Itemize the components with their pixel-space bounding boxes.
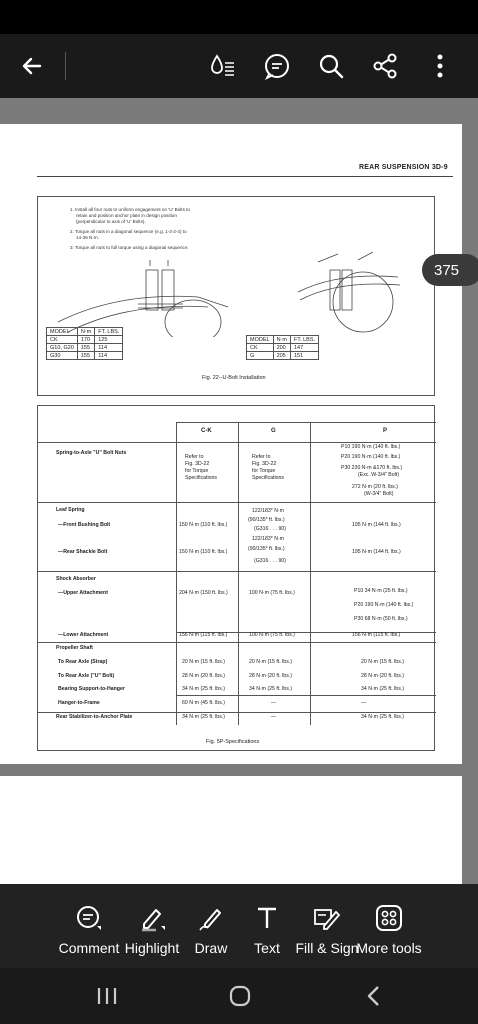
table-cell: G	[247, 352, 274, 360]
table-header: MODEL	[247, 336, 274, 344]
cell: Specifications	[185, 475, 218, 481]
rule	[38, 571, 436, 572]
cell: 156 N·m (115 ft. lbs.)	[352, 632, 401, 638]
cell: (W-3/4" Bolt)	[364, 491, 394, 497]
row-label: —Lower Attachment	[58, 632, 109, 638]
draw-icon	[196, 904, 226, 932]
status-bar	[0, 0, 478, 34]
pdf-page	[0, 124, 462, 764]
cell: 150 N·m (110 ft. lbs.)	[179, 522, 228, 528]
cell: 34 N·m (25 ft. lbs.)	[361, 686, 404, 692]
table-cell: 155	[77, 352, 94, 360]
comments-icon[interactable]	[259, 48, 295, 84]
cell: 156 N·m (115 ft. lbs.)	[179, 632, 228, 638]
cell: 195 N·m (144 ft. lbs.)	[352, 522, 401, 528]
cell: 122/183* N·m	[252, 508, 285, 514]
pdf-next-page	[0, 776, 462, 884]
rule	[38, 502, 436, 503]
tool-label: Highlight	[124, 940, 180, 956]
top-toolbar	[0, 34, 478, 98]
rule	[38, 442, 436, 443]
figure-caption: Fig. 22--U-Bolt Installation	[202, 375, 266, 381]
cell: (G316 . . . 90)	[254, 558, 287, 564]
row-label: To Rear Axle (Strap)	[58, 659, 108, 665]
table-cell: 205	[273, 352, 290, 360]
share-icon[interactable]	[367, 48, 403, 84]
cell: Refer to	[252, 454, 271, 460]
more-tools-icon	[374, 904, 404, 932]
cell: 34 N·m (25 ft. lbs.)	[182, 714, 225, 720]
torque-table-left	[46, 327, 123, 360]
home-icon[interactable]	[220, 982, 260, 1010]
cell: P20 190 N·m (140 ft. lbs.)	[341, 454, 401, 460]
highlight-icon	[137, 904, 167, 932]
cell: —	[271, 714, 277, 720]
table-cell: G30	[47, 352, 78, 360]
tool-more-tools[interactable]	[358, 884, 420, 968]
row-label: —Rear Shackle Bolt	[58, 549, 108, 555]
text-icon	[252, 904, 282, 932]
cell: 60 N·m (45 ft. lbs.)	[182, 700, 225, 706]
rule	[238, 422, 239, 725]
cell: 100 N·m (75 ft. lbs.)	[249, 590, 295, 596]
cell: 34 N·m (25 ft. lbs.)	[182, 686, 225, 692]
rule	[176, 422, 436, 423]
read-aloud-icon[interactable]	[205, 48, 241, 84]
more-vertical-icon[interactable]	[422, 48, 458, 84]
table-header: FT. LBS.	[95, 328, 123, 336]
torque-table-right	[246, 335, 319, 360]
rule	[38, 712, 436, 713]
tool-label: Draw	[194, 940, 228, 956]
cell: P30 230 N·m &170 ft. lbs.)	[341, 465, 403, 471]
cell: 34 N·m (25 ft. lbs.)	[361, 714, 404, 720]
cell: 28 N·m (20 ft. lbs.)	[249, 673, 292, 679]
tool-comment[interactable]	[60, 884, 118, 968]
rule	[176, 422, 177, 725]
instruction-line: retain and position anchor plate in design position	[76, 213, 177, 218]
table-cell: 200	[273, 344, 290, 352]
page-header: REAR SUSPENSION 3D-9	[359, 164, 448, 171]
cell: (Exc. W-3/4" Bolt)	[358, 472, 399, 478]
cell: 272 N·m (20 ft. lbs.)	[352, 484, 398, 490]
instruction-line: 2. Torque all nuts in a diagonal sequence (e.g. 1-3-2-4) to	[70, 229, 187, 234]
row-label: Propeller Shaft	[56, 645, 93, 651]
bottom-toolbar	[0, 884, 478, 968]
table-cell: 125	[95, 336, 123, 344]
cell: 34 N·m (25 ft. lbs.)	[249, 686, 292, 692]
cell: 150 N·m (110 ft. lbs.)	[179, 549, 228, 555]
row-label: Shock Absorber	[56, 576, 96, 582]
table-cell: 147	[290, 344, 318, 352]
tool-draw[interactable]	[193, 884, 229, 968]
instruction-line: (perpendicular to axis of 'U' Bolts).	[76, 219, 146, 224]
back-icon[interactable]	[354, 982, 394, 1010]
comment-icon	[74, 904, 104, 932]
specifications-table	[37, 405, 435, 751]
row-label: Leaf Spring	[56, 507, 85, 513]
recent-apps-icon[interactable]	[87, 982, 127, 1010]
table-cell: 114	[95, 352, 123, 360]
cell: P20 190 N·m (140 ft. lbs.)	[354, 602, 414, 608]
table-cell: CK	[247, 344, 274, 352]
cell: for Torque	[252, 468, 276, 474]
tool-label: More tools	[356, 940, 422, 956]
cell: 204 N·m (150 ft. lbs.)	[179, 590, 228, 596]
cell: 20 N·m (15 ft. lbs.)	[249, 659, 292, 665]
rule	[176, 695, 436, 696]
table-header: N·m	[77, 328, 94, 336]
cell: for Torque	[185, 468, 209, 474]
cell: 20 N·m (15 ft. lbs.)	[182, 659, 225, 665]
cell: 28 N·m (20 ft. lbs.)	[182, 673, 225, 679]
search-icon[interactable]	[313, 48, 349, 84]
row-label: Spring-to-Axle "U" Bolt Nuts	[56, 450, 127, 456]
document-viewport[interactable]	[0, 98, 478, 884]
tool-label: Comment	[58, 940, 120, 956]
header-rule	[37, 176, 453, 177]
cell: (90/135* ft. lbs.)	[248, 517, 285, 523]
table-cell: 170	[77, 336, 94, 344]
tool-text[interactable]	[252, 884, 282, 968]
cell: Fig. 3D-22	[252, 461, 277, 467]
tool-fill-sign[interactable]	[296, 884, 358, 968]
figure-caption: Fig. 5P-Specifications	[206, 739, 260, 745]
table-cell: 151	[290, 352, 318, 360]
page-number-badge[interactable]: 375	[422, 254, 478, 286]
cell: 28 N·m (20 ft. lbs.)	[361, 673, 404, 679]
row-label: Bearing Support-to-Hanger	[58, 686, 125, 692]
row-label: Hanger-to-Frame	[58, 700, 100, 706]
cell: 20 N·m (15 ft. lbs.)	[361, 659, 404, 665]
arrow-left-icon[interactable]	[14, 48, 50, 84]
column-header: P	[383, 428, 388, 434]
ubolt-illustration	[38, 252, 434, 337]
cell: P10 190 N·m (140 ft. lbs.)	[341, 444, 401, 450]
row-label: To Rear Axle ("U" Bolt)	[58, 673, 115, 679]
column-header: C-K	[201, 428, 212, 434]
cell: —	[271, 700, 277, 706]
instruction-line: 1. Install all four nuts to uniform engagement on 'U' Bolts to	[70, 207, 190, 212]
row-label: —Front Bushing Bolt	[58, 522, 111, 528]
cell: P10 34 N·m (25 ft. lbs.)	[354, 588, 408, 594]
tool-highlight[interactable]	[124, 884, 180, 968]
cell: (90/135* ft. lbs.)	[248, 546, 285, 552]
cell: (G316 . . . 90)	[254, 526, 287, 532]
table-cell: CK	[47, 336, 78, 344]
table-header: FT. LBS.	[290, 336, 318, 344]
cell: 195 N·m (144 ft. lbs.)	[352, 549, 401, 555]
toolbar-divider	[65, 52, 66, 80]
table-cell: 114	[95, 344, 123, 352]
cell: Refer to	[185, 454, 204, 460]
cell: P30 68 N·m (50 ft. lbs.)	[354, 616, 408, 622]
cell: Fig. 3D-22	[185, 461, 210, 467]
cell: 100 N·m (75 ft. lbs.)	[249, 632, 295, 638]
table-cell: G10, G20	[47, 344, 78, 352]
column-header: G	[271, 428, 276, 434]
instruction-line: 14-35 N·m.	[76, 235, 99, 240]
rule	[38, 642, 436, 643]
row-label: Rear Stabilizer-to-Anchor Plate	[56, 714, 133, 720]
figure-ubolt-installation	[37, 196, 435, 396]
row-label: —Upper Attachment	[58, 590, 108, 596]
table-cell: 155	[77, 344, 94, 352]
instruction-line: 3. Torque all nuts to full torque using a diagonal sequence.	[70, 245, 189, 250]
cell: —	[361, 700, 367, 706]
table-header: MODEL	[47, 328, 78, 336]
tool-label: Text	[254, 940, 280, 956]
fill-sign-icon	[312, 904, 342, 932]
rule	[310, 422, 311, 725]
cell: Specifications	[252, 475, 285, 481]
tool-label: Fill & Sign	[295, 940, 359, 956]
system-navigation-bar	[0, 968, 478, 1024]
cell: 122/183* N·m	[252, 536, 285, 542]
table-header: N·m	[273, 336, 290, 344]
